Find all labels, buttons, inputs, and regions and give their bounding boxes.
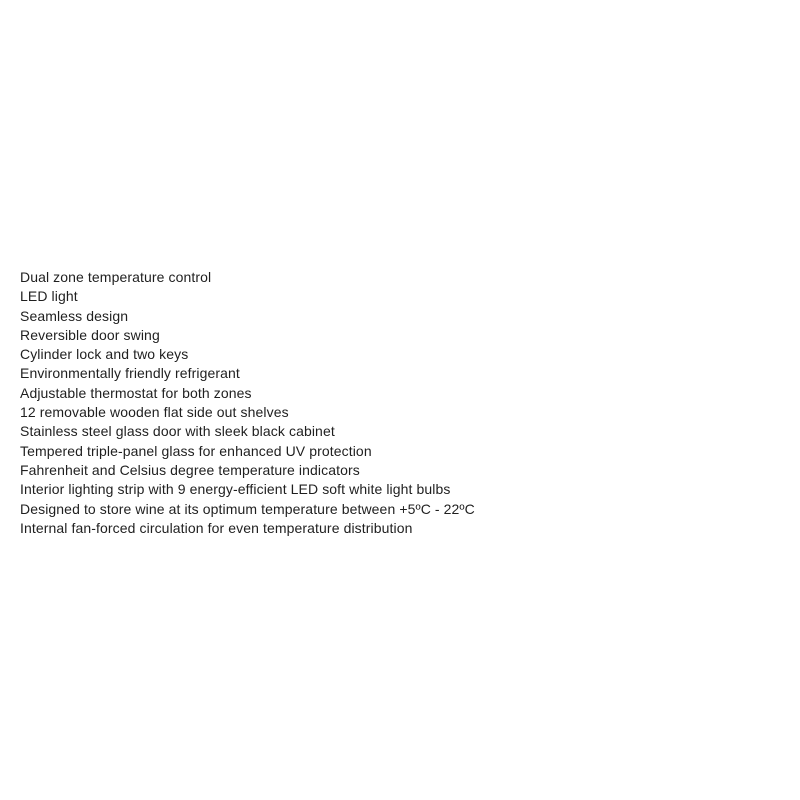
feature-item-temperature-indicators: Fahrenheit and Celsius degree temperature indicators	[20, 461, 360, 478]
feature-item-optimum-temperature: Designed to store wine at its optimum temperature between +5ºC - 22ºC	[20, 500, 475, 517]
feature-item-cylinder-lock: Cylinder lock and two keys	[20, 346, 189, 363]
feature-item-lighting-strip: Interior lighting strip with 9 energy-efficient LED soft white light bulbs	[20, 481, 451, 498]
feature-item-refrigerant: Environmentally friendly refrigerant	[20, 365, 240, 382]
feature-item-tempered-glass: Tempered triple-panel glass for enhanced UV protection	[20, 442, 372, 459]
feature-item-reversible-door: Reversible door swing	[20, 326, 160, 343]
feature-item-seamless-design: Seamless design	[20, 307, 129, 324]
feature-list	[20, 268, 780, 538]
feature-item-thermostat: Adjustable thermostat for both zones	[20, 384, 252, 401]
feature-item-shelves: 12 removable wooden flat side out shelves	[20, 404, 289, 421]
feature-item-glass-door: Stainless steel glass door with sleek black cabinet	[20, 423, 335, 440]
feature-item-fan-circulation: Internal fan-forced circulation for even temperature distribution	[20, 519, 413, 536]
feature-item-dual-zone: Dual zone temperature control	[20, 269, 212, 285]
feature-item-led-light: LED light	[20, 288, 78, 305]
